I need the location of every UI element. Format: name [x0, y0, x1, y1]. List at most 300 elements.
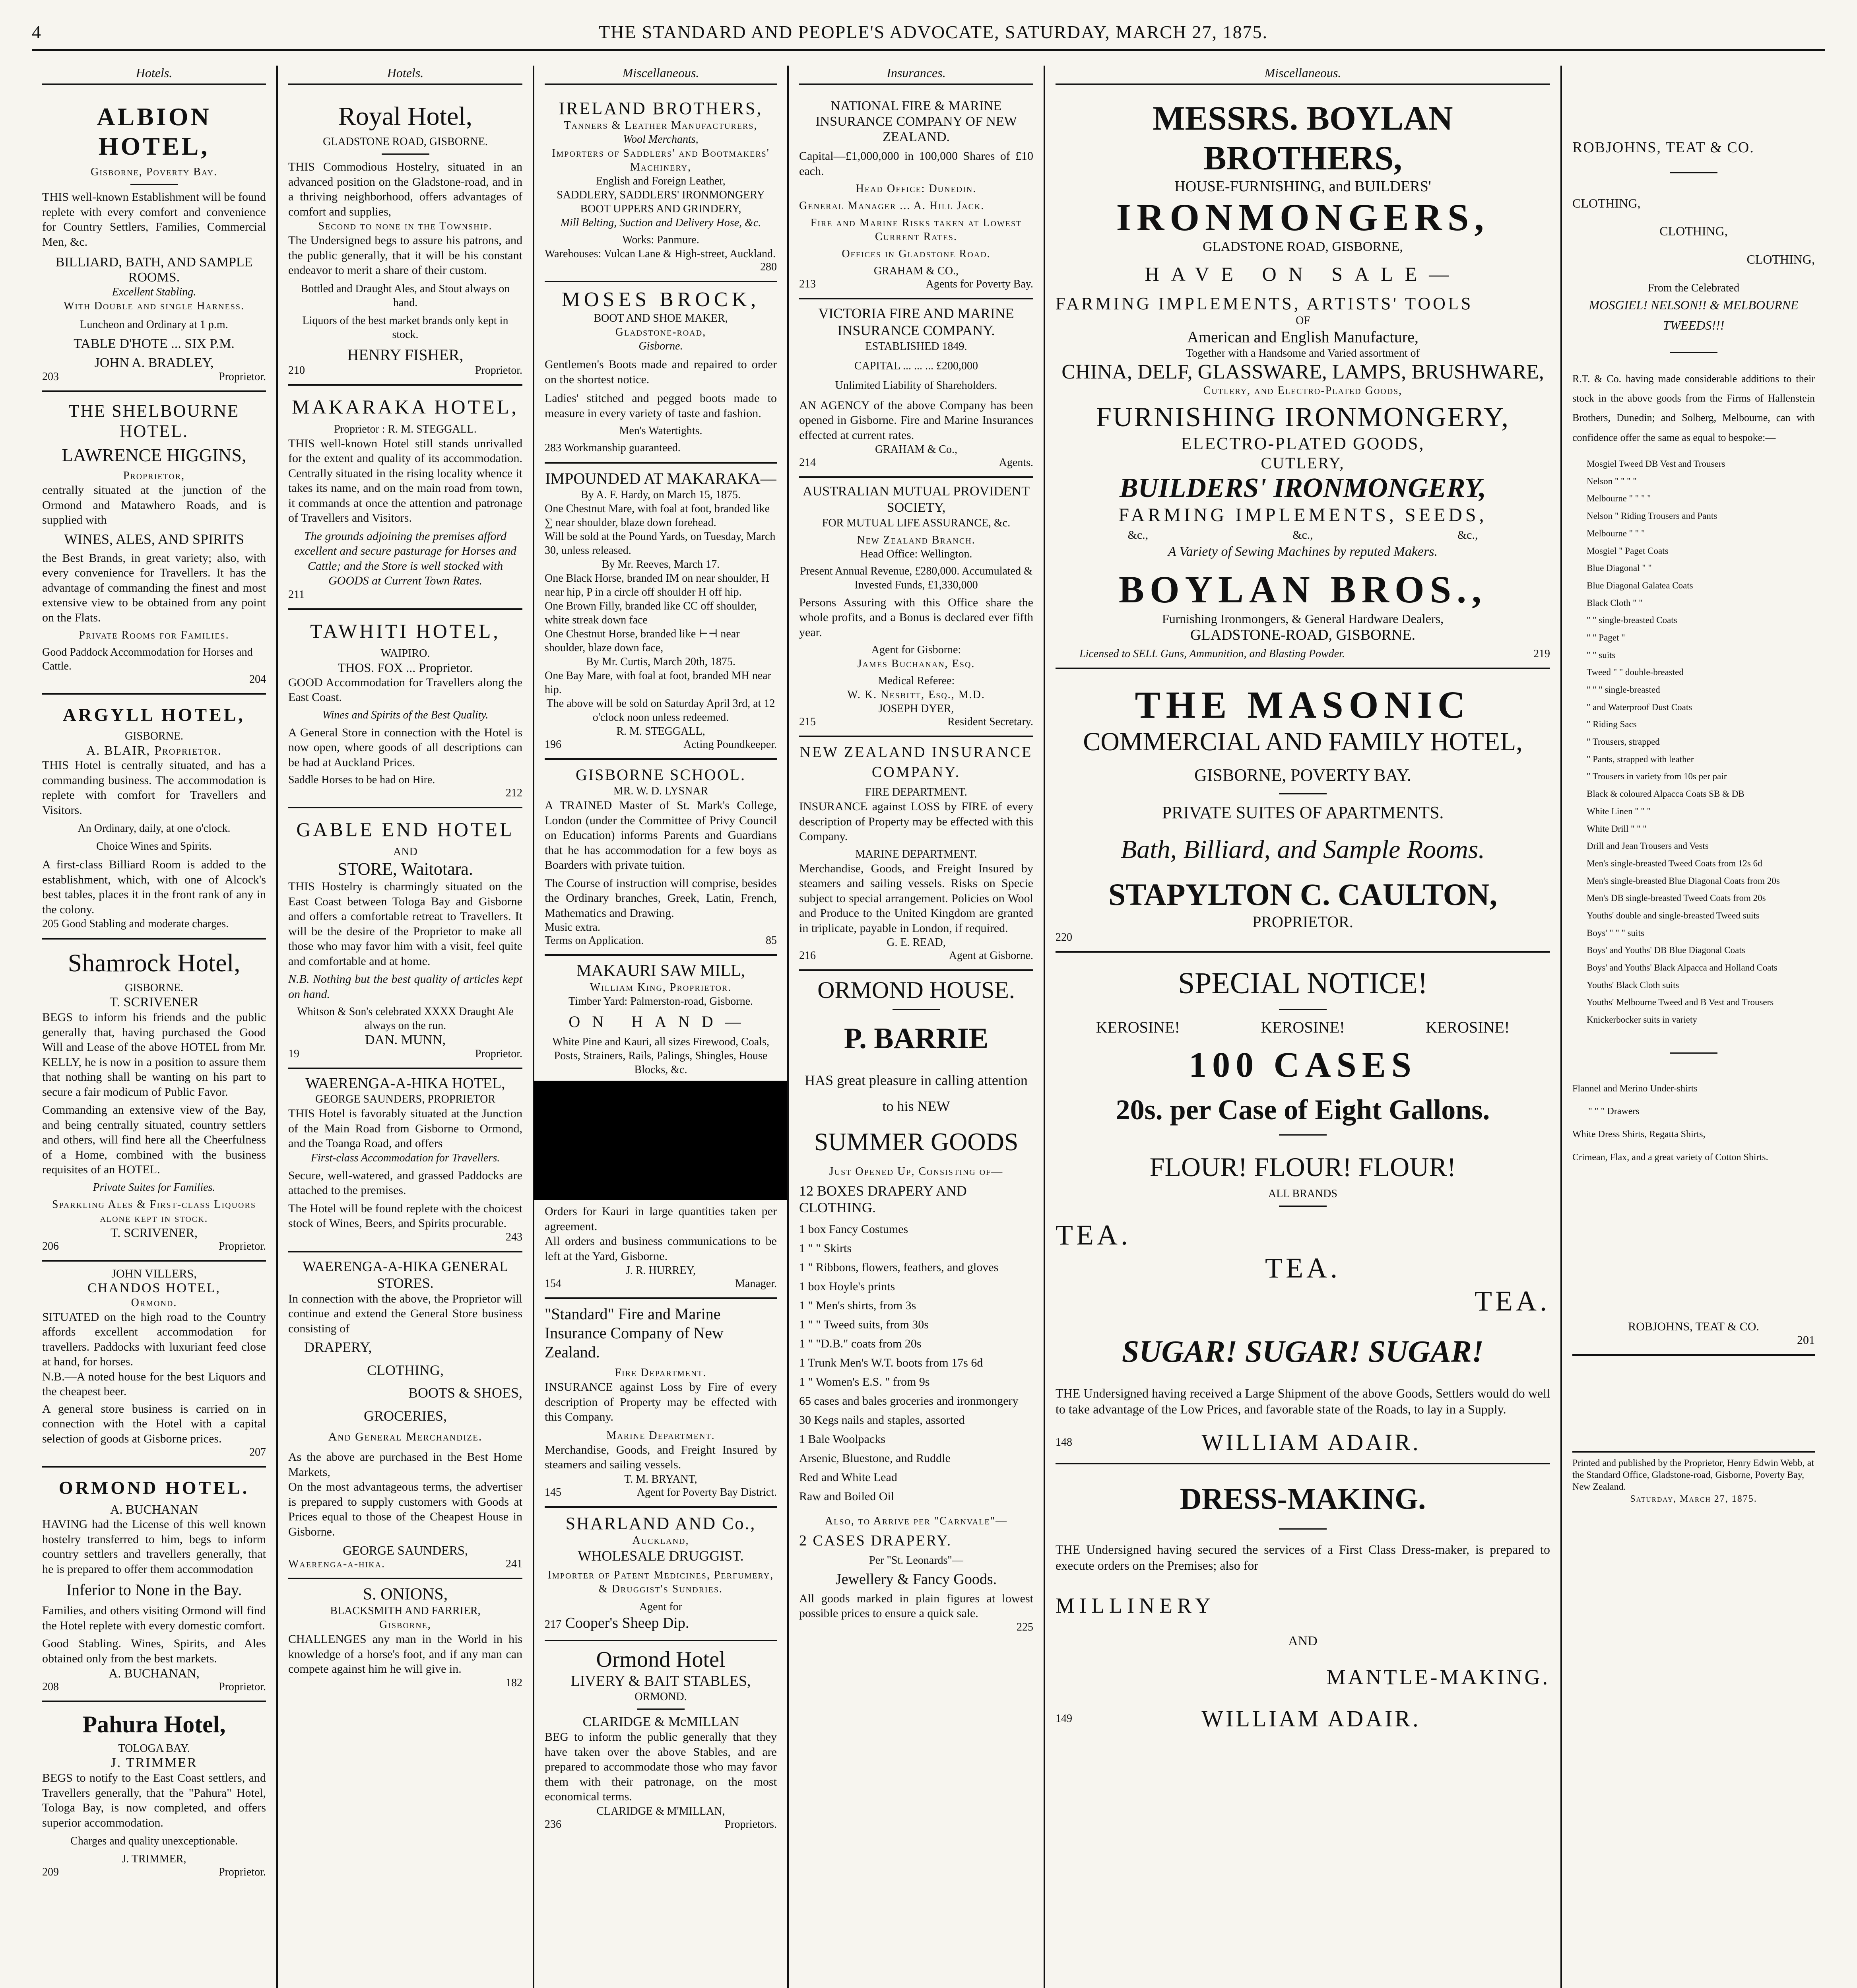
ad-body: BEGS to notify to the East Coast settlers, and Travellers generally, that the "Pahura" Hotel, Tologa Bay, is now completed, and offers superior accommodation. — [42, 1771, 266, 1829]
ad-name: THOS. FOX ... Proprietor. — [338, 660, 473, 675]
ad-number: 19 — [288, 1048, 299, 1060]
ad-body: Families, and others visiting Ormond will find the Hotel replete with every domestic comfort. — [42, 1604, 266, 1632]
ad-number: 219 — [1533, 648, 1550, 660]
clothing-item: Black Cloth " " — [1587, 598, 1643, 608]
ad-line: HOUSE-FURNISHING, and BUILDERS' — [1174, 178, 1431, 195]
clothing-item: Men's single-breasted Tweed Coats from 12s 6d — [1587, 858, 1762, 868]
ad-line: KEROSINE! — [1426, 1018, 1510, 1036]
ad-signature: GRAHAM & Co., — [875, 443, 957, 456]
ad-body: R.T. & Co. having made considerable additions to their stock in the above goods from the Firms of Hallenstein Brothers, Dunedin; and Solberg, Melbourne, can with confidence offer the same as equal to bespoke:— — [1572, 373, 1815, 443]
ad-line: Good Paddock Accommodation for Horses and Cattle. — [42, 646, 253, 672]
ad-line: Importers of Saddlers' and Bootmakers' Machinery, — [552, 147, 770, 173]
ad-line: Just Opened Up, Consisting of— — [829, 1165, 1003, 1178]
ad-line: Second to none in the Township. — [318, 220, 493, 232]
ad-name: A. BUCHANAN — [110, 1502, 198, 1516]
ad-number: 205 — [42, 918, 59, 930]
divider — [1279, 1206, 1327, 1207]
pound-item: One Chestnut Horse, branded like ⊢⊣ near shoulder, blaze down face, — [545, 628, 740, 654]
masthead-title: THE STANDARD AND PEOPLE'S ADVOCATE, SATURDAY, MARCH 27, 1875. — [598, 21, 1268, 42]
masthead-rule — [32, 49, 1825, 51]
ad-line: AND — [393, 846, 417, 858]
clothing-item: Men's DB single-breasted Tweed Coats from 20s — [1587, 893, 1766, 903]
clothing-item: White Linen " " " — [1587, 806, 1651, 816]
pound-item: The above will be sold on Saturday April 3rd, at 12 o'clock noon unless redeemed. — [546, 697, 775, 724]
ad-line: 100 CASES — [1189, 1045, 1417, 1085]
goods-item: 1 " " Skirts — [799, 1241, 852, 1255]
ad-line: &c., — [1292, 528, 1313, 542]
ad-number: 212 — [506, 787, 522, 799]
ad-gisborne-school — [545, 760, 777, 956]
ad-owner: JOHN VILLERS, — [111, 1267, 197, 1280]
ad-line: SUMMER GOODS — [814, 1127, 1019, 1156]
page-number: 4 — [32, 21, 42, 42]
ad-signature: WILLIAM ADAIR. — [1201, 1706, 1421, 1732]
ad-signature: GEORGE SAUNDERS, — [343, 1543, 468, 1558]
column-miscellaneous-1 — [534, 66, 787, 1988]
ad-line: Medical Referee: — [877, 675, 955, 687]
ad-line: TEA. — [1265, 1252, 1341, 1284]
ad-line: Music extra. — [545, 921, 600, 934]
ad-body: Merchandise, Goods, and Freight Insured by steamers and sailing vessels. Risks on Specie subject to special arrangement. Policies on Wool and Produce to the United Kingdom are granted in triplicate, payable in London, if required. — [799, 862, 1033, 935]
ad-shamrock-hotel — [42, 940, 266, 1262]
ad-line: Bottled and Draught Ales, and Stout always on hand. — [301, 282, 510, 309]
imprint-text: Printed and published by the Proprietor, Henry Edwin Webb, at the Standard Office, Gladstone-road, Gisborne, Poverty Bay, New Zealand. — [1572, 1458, 1814, 1493]
ad-line: Marine Department. — [606, 1429, 715, 1442]
ad-line: The grounds adjoining the premises afford excellent and secure pasturage for Horses and Cattle; and the Store is well stocked with GOODS at Current Town Rates. — [294, 529, 516, 587]
ad-line: MARINE DEPARTMENT. — [855, 848, 977, 860]
ad-line: LIVERY & BAIT STABLES, — [570, 1673, 751, 1689]
ad-place: GISBORNE, POVERTY BAY. — [1194, 765, 1411, 785]
ad-body: AN AGENCY of the above Company has been opened in Gisborne. Fire and Marine Insurances effected at current rates. — [799, 398, 1033, 442]
column-hotels-2 — [278, 66, 533, 1988]
ad-line: GLADSTONE ROAD, GISBORNE, — [1203, 239, 1403, 254]
ad-line: American and English Manufacture, — [1187, 328, 1418, 346]
ad-title: Royal Hotel, — [338, 102, 473, 131]
ad-number: 225 — [1017, 1621, 1033, 1633]
ad-number: 220 — [1056, 931, 1072, 944]
ad-special-notice — [1056, 953, 1550, 1464]
ad-signature: STAPYLTON C. CAULTON, — [1108, 877, 1498, 912]
ad-line: BOOT AND SHOE MAKER, — [594, 312, 728, 324]
ad-argyll-hotel — [42, 695, 266, 940]
ad-number: 145 — [545, 1486, 561, 1499]
ad-number: 209 — [42, 1866, 59, 1878]
column-header: Miscellaneous. — [1056, 66, 1550, 85]
ad-number: 213 — [799, 278, 816, 291]
ad-line: STORE, Waitotara. — [338, 859, 473, 879]
ad-line: Jewellery & Fancy Goods. — [835, 1571, 997, 1588]
clothing-item: " Trousers, strapped — [1587, 737, 1660, 747]
ad-signature: R. M. STEGGALL, — [616, 725, 705, 738]
ad-signature: A. BUCHANAN, — [109, 1666, 200, 1680]
ad-albion-hotel — [42, 93, 266, 392]
ad-line: Workmanship guaranteed. — [564, 442, 681, 454]
ad-line: Present Annual Revenue, £280,000. Accumulated & Invested Funds, £1,330,000 — [800, 565, 1032, 591]
ad-line: KEROSINE! — [1261, 1018, 1345, 1036]
ad-line: Liquors of the best market brands only kept in stock. — [302, 314, 508, 341]
ad-line: Unlimited Liability of Shareholders. — [835, 379, 997, 392]
ad-body: A General Store in connection with the Hotel is now open, where goods of all descriptions can be had at Auckland Prices. — [288, 726, 522, 769]
divider — [1279, 793, 1327, 794]
ad-line: BILLIARD, BATH, AND SAMPLE ROOMS. — [55, 255, 253, 285]
ad-body: THIS Hotel is centrally situated, and has a commanding business. The accommodation is replete with comfort for Travellers and Visitors. — [42, 759, 266, 817]
ad-line: ALL BRANDS — [1268, 1188, 1337, 1200]
ad-line: CLOTHING, — [1746, 252, 1815, 266]
ad-line: Works: Panmure. — [622, 234, 699, 246]
ad-body: SITUATED on the high road to the Country affords excellent accommodation for travellers. Paddocks with luxuriant feed close at hand, for horses. — [42, 1310, 266, 1368]
ad-number: 207 — [249, 1446, 266, 1458]
ad-body: HAVING had the License of this well known hostelry transferred to him, begs to inform country settlers and travellers generally, that he is prepared to offer them accommodation — [42, 1518, 266, 1576]
ad-line: Tanners & Leather Manufacturers, — [564, 119, 758, 132]
ad-title: S. ONIONS, — [363, 1585, 448, 1604]
ad-body: All goods marked in plain figures at lowest possible prices to ensure a quick sale. — [799, 1592, 1033, 1620]
clothing-item: " " single-breasted Coats — [1587, 615, 1677, 625]
ad-number: 208 — [42, 1681, 59, 1693]
ad-title: NATIONAL FIRE & MARINE INSURANCE COMPANY OF NEW ZEALAND. — [815, 99, 1017, 145]
column-header: Hotels. — [42, 66, 266, 85]
clothing-item: Black & coloured Alpacca Coats SB & DB — [1587, 789, 1744, 799]
ad-title: MESSRS. BOYLAN BROTHERS, — [1153, 99, 1453, 177]
ad-line: An Ordinary, daily, at one o'clock. — [78, 822, 231, 835]
ad-number: 206 — [42, 1240, 59, 1252]
ad-gable-end-hotel — [288, 808, 522, 1069]
divider — [1670, 172, 1717, 173]
divider — [382, 153, 429, 155]
ad-body: Gentlemen's Boots made and repaired to order on the shortest notice. — [545, 358, 777, 386]
ad-role: Proprietor. — [219, 371, 266, 383]
ad-moses-brock — [545, 282, 777, 464]
ad-signature: JOHN A. BRADLEY, — [94, 355, 214, 370]
ad-line: FARMING IMPLEMENTS, ARTISTS' TOOLS — [1056, 294, 1473, 313]
ad-title: SPECIAL NOTICE! — [1178, 967, 1428, 1000]
column-hotels-1 — [32, 66, 276, 1988]
ad-title: IRELAND BROTHERS, — [559, 99, 763, 118]
ad-line: FOR MUTUAL LIFE ASSURANCE, &c. — [822, 516, 1011, 529]
ad-number: 283 — [545, 442, 561, 454]
ad-place: Gisborne, Poverty Bay. — [91, 166, 217, 178]
clothing-item: Melbourne " " " " — [1587, 493, 1651, 504]
redacted-block — [534, 1081, 787, 1200]
clothing-item: Mosgiel Tweed DB Vest and Trousers — [1587, 459, 1725, 469]
ad-signature: T. SCRIVENER, — [111, 1225, 198, 1240]
ad-pahura-hotel — [42, 1702, 266, 1886]
ad-body: Good Stabling. Wines, Spirits, and Ales obtained only from the best markets. — [42, 1637, 266, 1665]
ad-signature: T. M. BRYANT, — [624, 1473, 697, 1485]
ad-place: Gisborne, — [379, 1619, 431, 1631]
clothing-item: Men's single-breasted Blue Diagonal Coats from 20s — [1587, 876, 1780, 886]
ad-place: Waerenga-a-hika. — [288, 1558, 386, 1571]
ad-waerenga-stores — [288, 1252, 522, 1580]
ad-title: CHANDOS HOTEL, — [87, 1280, 221, 1295]
ad-body: THE Undersigned having received a Large Shipment of the above Goods, Settlers would do well to take advantage of the Low Prices, and favorable state of the Roads, to lay in a Supply. — [1056, 1386, 1550, 1416]
ad-body: Persons Assuring with this Office share the whole profits, and a Bonus is declared ever fifth year. — [799, 596, 1033, 639]
goods-item: Red and White Lead — [799, 1470, 897, 1484]
ad-line: FURNISHING IRONMONGERY, — [1096, 402, 1510, 433]
column-header: Hotels. — [288, 66, 522, 85]
ad-title: NEW ZEALAND INSURANCE COMPANY. — [799, 744, 1033, 780]
ad-title: DRESS-MAKING. — [1180, 1482, 1426, 1516]
ad-number: 217 — [545, 1618, 561, 1631]
masthead — [32, 16, 1825, 48]
ad-name: P. BARRIE — [844, 1022, 989, 1055]
ad-line: Excellent Stabling. — [112, 286, 196, 298]
ad-signature: G. E. READ, — [887, 936, 946, 949]
ad-name: Proprietor : R. M. STEGGALL. — [334, 423, 477, 435]
ad-role: Proprietor. — [219, 1240, 266, 1252]
ad-line: Cutlery, and Electro-Plated Goods, — [1203, 384, 1403, 397]
ad-line: &c., — [1127, 528, 1149, 542]
ad-title: Shamrock Hotel, — [68, 949, 241, 977]
goods-item: 1 " "D.B." coats from 20s — [799, 1337, 922, 1350]
ad-body: The Course of instruction will comprise, besides the Ordinary branches, Greek, Latin, French, Mathematics and Drawing. — [545, 876, 777, 920]
ad-line: BLACKSMITH AND FARRIER, — [330, 1605, 481, 1617]
ad-signature: JOSEPH DYER, — [878, 703, 954, 715]
ad-title: THE MASONIC — [1135, 683, 1471, 726]
ad-makauri-saw-mill — [545, 956, 777, 1299]
ad-number: 201 — [1797, 1334, 1815, 1347]
ad-line: ELECTRO-PLATED GOODS, — [1181, 434, 1425, 453]
ad-title: MAKARAKA HOTEL, — [292, 395, 519, 418]
ad-role: Proprietor. — [219, 1681, 266, 1693]
ad-title: ORMOND HOTEL. — [58, 1477, 250, 1498]
goods-item: Arsenic, Bluestone, and Ruddle — [799, 1451, 951, 1465]
ad-line: IRONMONGERS, — [1116, 196, 1490, 239]
goods-item: 1 box Hoyle's prints — [799, 1279, 895, 1293]
ad-line: First-class Accommodation for Travellers. — [310, 1151, 500, 1164]
ad-line: CHINA, DELF, GLASSWARE, LAMPS, BRUSHWARE, — [1061, 361, 1544, 383]
ad-body: On the most advantageous terms, the advertiser is prepared to supply customers with Goods at Prices equal to those of the Cheapest House in Gisborne. — [288, 1480, 522, 1538]
ad-title: MAKAURI SAW MILL, — [576, 962, 745, 980]
ad-line: Charges and quality unexceptionable. — [70, 1835, 238, 1847]
ad-number: 214 — [799, 456, 816, 469]
ad-name: MR. W. D. LYSNAR — [613, 785, 708, 797]
clothing-item: " Riding Sacs — [1587, 719, 1637, 730]
ad-line: 2 CASES DRAPERY. — [799, 1532, 952, 1549]
ad-place: Ormond. — [131, 1296, 177, 1309]
ad-line: TEA. — [1056, 1219, 1131, 1251]
ad-line: A Variety of Sewing Machines by reputed Makers. — [1168, 544, 1438, 559]
ad-number: 215 — [799, 716, 816, 728]
ad-role: Agent for Poverty Bay District. — [636, 1486, 777, 1499]
ad-line: Terms on Application. — [545, 934, 644, 947]
pound-item: By Mr. Curtis, March 20th, 1875. — [586, 656, 735, 668]
ad-name: William King, Proprietor. — [590, 981, 732, 994]
ad-line: By A. F. Hardy, on March 15, 1875. — [581, 489, 741, 501]
ad-line: Sparkling Ales & First-class Liquors alone kept in stock. — [52, 1198, 256, 1225]
ad-name: GEORGE SAUNDERS, PROPRIETOR — [315, 1093, 495, 1105]
ad-title: IMPOUNDED AT MAKARAKA— — [545, 470, 776, 487]
goods-item: 65 cases and bales groceries and ironmongery — [799, 1394, 1019, 1408]
ad-line: MOSGIEL! NELSON!! & MELBOURNE TWEEDS!!! — [1589, 298, 1799, 333]
ad-ormond-hotel — [42, 1468, 266, 1702]
ad-line: Wool Merchants, — [623, 133, 699, 146]
divider — [637, 1708, 685, 1710]
ad-line: Saddle Horses to be had on Hire. — [288, 774, 435, 786]
ad-signature: WILLIAM ADAIR. — [1201, 1429, 1421, 1455]
clothing-item: White Drill " " " — [1587, 823, 1647, 834]
ad-number: 203 — [42, 371, 59, 383]
ad-masonic-hotel — [1056, 669, 1550, 953]
ad-amp-society — [799, 478, 1033, 737]
ad-signature: HENRY FISHER, — [347, 346, 464, 364]
ad-line: James Buchanan, Esq. — [857, 658, 975, 670]
ad-title: ROBJOHNS, TEAT & CO. — [1572, 139, 1754, 156]
ad-line: &c., — [1457, 528, 1478, 542]
ad-line: Cooper's Sheep Dip. — [565, 1614, 689, 1631]
ad-line: BOOT UPPERS AND GRINDERY, — [580, 203, 741, 215]
clothing-item: Nelson " " " " — [1587, 476, 1637, 486]
ad-place: GISBORNE. — [124, 730, 183, 742]
clothing-item: " Pants, strapped with leather — [1587, 754, 1694, 764]
ad-line: FIRE DEPARTMENT. — [865, 786, 967, 799]
ad-line: TEA. — [1475, 1285, 1550, 1317]
ad-victoria-insurance — [799, 299, 1033, 478]
ad-number: 243 — [506, 1231, 522, 1243]
ad-signature: J. TRIMMER, — [122, 1853, 186, 1865]
ad-line: Fire Department. — [615, 1367, 707, 1379]
ad-line: Crimean, Flax, and a great variety of Cotton Shirts. — [1572, 1152, 1768, 1163]
ad-body: A first-class Billiard Room is added to the establishment, which, with one of Alcock's best tables, places it in the front rank of any in the colony. — [42, 858, 266, 916]
clothing-item: Boys' " " " suits — [1587, 928, 1644, 938]
ad-makaraka-hotel — [288, 386, 522, 610]
ad-line: Inferior to None in the Bay. — [66, 1581, 242, 1599]
ad-number: 154 — [545, 1277, 561, 1290]
ad-place: Auckland, — [632, 1534, 689, 1547]
ad-ireland-brothers — [545, 93, 777, 282]
clothing-item: Drill and Jean Trousers and Vests — [1587, 841, 1709, 851]
column-miscellaneous-2 — [1045, 66, 1560, 1988]
ad-line: SUGAR! SUGAR! SUGAR! — [1122, 1334, 1484, 1369]
ad-standard-insurance — [545, 1299, 777, 1508]
ad-title: MOSES BROCK, — [561, 288, 760, 311]
ad-line: English and Foreign Leather, — [596, 175, 726, 187]
ad-title: WAERENGA-A-HIKA HOTEL, — [305, 1075, 505, 1092]
ad-line: Whitson & Son's celebrated XXXX Draught Ale always on the run. — [297, 1006, 514, 1032]
ad-body: As the above are purchased in the Best Home Markets, — [288, 1450, 522, 1479]
ad-role: Agent at Gisborne. — [949, 949, 1033, 962]
ad-signature: GRAHAM & CO., — [873, 265, 959, 278]
goods-item: 30 Kegs nails and staples, assorted — [799, 1413, 965, 1427]
ad-number: 196 — [545, 738, 561, 751]
pound-item: One Brown Filly, branded like CC off shoulder, white streak down face — [545, 600, 757, 626]
ad-body: GOOD Accommodation for Travellers along the East Coast. — [288, 676, 522, 704]
ad-line: HAVE ON SALE— — [1145, 263, 1461, 285]
ad-role: PROPRIETOR. — [1252, 913, 1353, 931]
ad-body: Orders for Kauri in large quantities taken per agreement. — [545, 1205, 777, 1233]
ad-body: THIS well-known Establishment will be found replete with every comfort and convenience for Country Settlers, Families, Commercial Men, &c. — [42, 190, 266, 248]
ad-line: WINES, ALES, AND SPIRITS — [64, 531, 244, 547]
ad-body: In connection with the above, the Proprietor will continue and extend the General Store business consisting of — [288, 1292, 522, 1335]
divider — [1670, 1052, 1717, 1054]
clothing-item: Knickerbocker suits in variety — [1587, 1015, 1697, 1025]
ad-title: "Standard" Fire and Marine Insurance Company of New Zealand. — [545, 1305, 724, 1361]
divider — [893, 1009, 940, 1010]
ad-line: Warehouses: Vulcan Lane & High-street, Auckland. — [545, 248, 776, 260]
column-insurances — [789, 66, 1044, 1988]
ad-line: 20s. per Case of Eight Gallons. — [1116, 1094, 1490, 1126]
ad-line: Men's Watertights. — [619, 425, 702, 437]
ad-title: AUSTRALIAN MUTUAL PROVIDENT SOCIETY, — [802, 484, 1030, 515]
ad-name: T. SCRIVENER — [109, 995, 199, 1010]
clothing-item: " " " single-breasted — [1587, 685, 1660, 695]
ad-place: ORMOND. — [635, 1691, 687, 1703]
ad-line: KEROSINE! — [1096, 1018, 1180, 1036]
ad-signature: CLARIDGE & M'MILLAN, — [596, 1805, 725, 1817]
ad-role: Proprietors. — [724, 1818, 777, 1831]
ad-body: Ladies' stitched and pegged boots made to measure in every variety of taste and fashion. — [545, 392, 777, 420]
ad-nz-insurance — [799, 737, 1033, 971]
clothing-item: " " Paget " — [1587, 632, 1625, 643]
ad-role: Manager. — [735, 1277, 777, 1290]
ad-title: Pahura Hotel, — [82, 1711, 226, 1738]
goods-item: And General Merchandize. — [328, 1430, 483, 1444]
ad-body: CHALLENGES any man in the World in his knowledge of a horse's foot, and if any man can compete against him he will give in. — [288, 1633, 522, 1676]
ad-body: BEGS to inform his friends and the public generally that, having purchased the Good Will and Lease of the above HOTEL from Mr. KELLY, he is now in a position to assure them that nothing shall be wanting on his part to secure a fair modicum of Public Favor. — [42, 1011, 266, 1099]
ad-number: 85 — [766, 934, 777, 947]
clothing-item: Nelson " Riding Trousers and Pants — [1587, 511, 1717, 521]
ad-shelbourne-hotel — [42, 392, 266, 695]
ad-waerenga-hotel — [288, 1069, 522, 1252]
ad-name: A. BLAIR, Proprietor. — [86, 743, 222, 757]
goods-item: 1 " Ribbons, flowers, feathers, and gloves — [799, 1260, 999, 1274]
ad-line: Furnishing Ironmongers, & General Hardware Dealers, — [1162, 612, 1444, 626]
clothing-item: Mosgiel " Paget Coats — [1587, 546, 1669, 556]
ad-role: Proprietor. — [475, 1048, 522, 1060]
ad-line: Head Office: Dunedin. — [856, 182, 977, 195]
goods-item: 1 Trunk Men's W.T. boots from 17s 6d — [799, 1356, 983, 1369]
ad-line: TABLE D'HOTE ... SIX P.M. — [74, 336, 235, 351]
ad-line: Private Suites for Families. — [93, 1181, 215, 1194]
goods-item: 1 " " Tweed suits, from 30s — [799, 1318, 929, 1331]
pound-item: Will be sold at the Pound Yards, on Tuesday, March 30, unless released. — [545, 530, 776, 557]
ad-line: Mill Belting, Suction and Delivery Hose, &c. — [560, 217, 761, 229]
ad-title: VICTORIA FIRE AND MARINE INSURANCE COMPANY. — [818, 305, 1014, 339]
ad-signature: DAN. MUNN, — [365, 1033, 446, 1047]
ad-line: New Zealand Branch. — [857, 534, 976, 546]
clothing-list — [1572, 455, 1815, 1029]
ad-line: White Dress Shirts, Regatta Shirts, — [1572, 1129, 1706, 1140]
column-robjohns — [1562, 66, 1825, 1988]
ad-number: 149 — [1056, 1712, 1072, 1725]
ad-line: N.B. Nothing but the best quality of articles kept on hand. — [288, 973, 522, 1001]
clothing-item: Youths' double and single-breasted Tweed suits — [1587, 910, 1760, 920]
divider — [1279, 1528, 1327, 1530]
ad-line: GLADSTONE-ROAD, GISBORNE. — [1190, 627, 1416, 643]
clothing-item: Blue Diagonal Galatea Coats — [1587, 580, 1693, 590]
ad-line: ON HAND— — [569, 1013, 753, 1031]
ad-role: Acting Poundkeeper. — [683, 738, 777, 751]
ad-line: With Double and single Harness. — [64, 300, 244, 312]
imprint-date: Saturday, March 27, 1875. — [1630, 1494, 1757, 1505]
ad-line: From the Celebrated — [1647, 282, 1740, 295]
ad-line: " " " Drawers — [1588, 1106, 1640, 1117]
ad-body: N.B.—A noted house for the best Liquors and the cheapest beer. — [42, 1370, 266, 1398]
ad-body: THIS Hostelry is charmingly situated on the East Coast between Tologa Bay and Gisborne and offers a comfortable retreat to Travellers. It will be the desire of the Proprietor to make all those who may favor him with a visit, feel quite and comfortable and at home. — [288, 880, 522, 968]
ad-role: Agents for Poverty Bay. — [926, 278, 1033, 291]
ad-body: BEG to inform the public generally that they have taken over the above Stables, and are prepared to accommodate those who may favor them with their patronage, on the most economical terms. — [545, 1730, 777, 1803]
ad-body: THE Undersigned having secured the services of a First Class Dress-maker, is prepared to execute orders on the Premises; also for — [1056, 1542, 1550, 1573]
goods-item: 1 " Women's E.S. " from 9s — [799, 1375, 930, 1388]
ad-signature: J. R. HURREY, — [625, 1264, 696, 1277]
clothing-item: " and Waterproof Dust Coats — [1587, 702, 1692, 712]
ad-number: 148 — [1056, 1436, 1072, 1448]
pound-item: One Chestnut Mare, with foal at foot, branded like ∑ near shoulder, blaze down forehead. — [545, 503, 770, 529]
ad-line: Per "St. Leonards"— — [869, 1554, 963, 1567]
goods-item: DRAPERY, — [304, 1339, 372, 1355]
ad-body: THIS well-known Hotel still stands unrivalled for the extent and quality of its accommodation. Centrally situated in the rising locality whence it takes its name, and on the main road from town, it commands at once the attention and patronage of Travellers and Visitors. — [288, 437, 522, 524]
ad-number: 211 — [288, 588, 305, 601]
ad-boylan-brothers — [1056, 93, 1550, 669]
